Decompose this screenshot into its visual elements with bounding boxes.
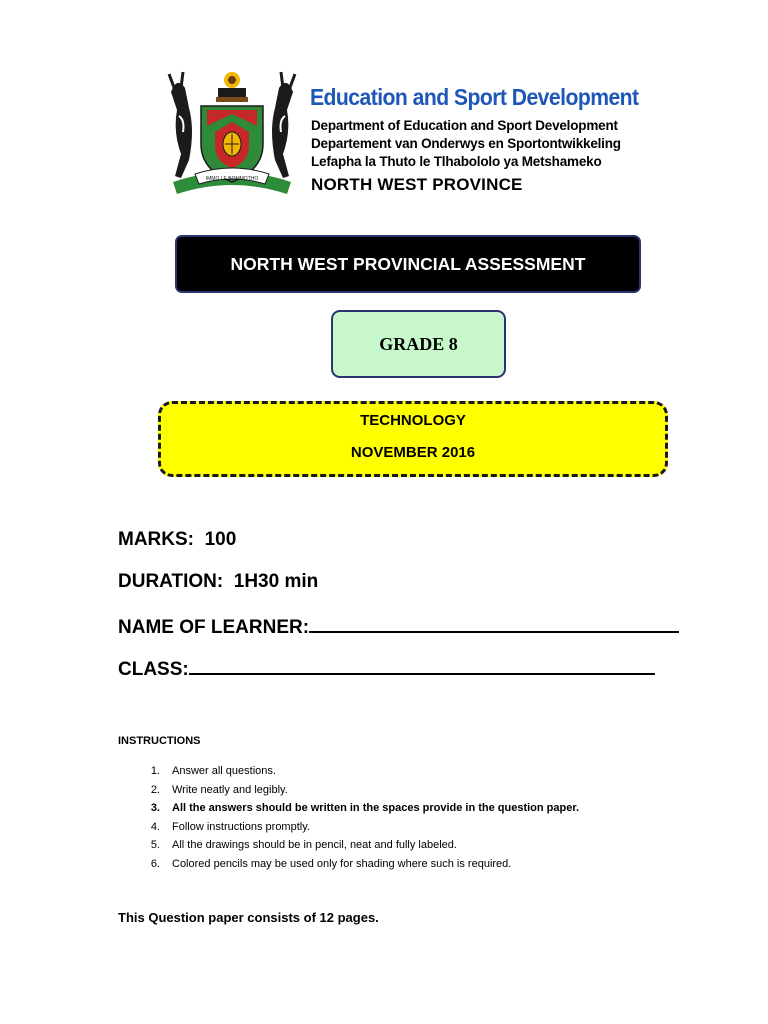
instruction-number: 3. bbox=[150, 802, 160, 815]
province-name: NORTH WEST PROVINCE bbox=[311, 175, 523, 194]
instruction-text: Answer all questions. bbox=[172, 765, 276, 777]
grade-label: GRADE 8 bbox=[379, 333, 458, 354]
assessment-title: NORTH WEST PROVINCIAL ASSESSMENT bbox=[230, 253, 586, 274]
instruction-number: 4. bbox=[150, 820, 160, 833]
class-row bbox=[118, 656, 655, 681]
instruction-number: 6. bbox=[150, 857, 160, 870]
page-count-note: This Question paper consists of 12 pages. bbox=[118, 910, 379, 925]
coat-of-arms-icon bbox=[163, 70, 301, 202]
instruction-item bbox=[118, 839, 579, 858]
marks-value: 100 bbox=[204, 529, 237, 550]
duration-label: DURATION: bbox=[118, 571, 224, 592]
grade-box bbox=[331, 310, 506, 378]
learner-name-field[interactable] bbox=[309, 614, 679, 633]
instruction-item bbox=[118, 802, 579, 821]
department-name-english: Department of Education and Sport Development bbox=[311, 118, 618, 133]
duration-row bbox=[118, 571, 318, 593]
instruction-text: All the answers should be written in the spaces provide in the question paper. bbox=[172, 802, 580, 815]
instruction-item bbox=[118, 765, 579, 784]
instruction-item bbox=[118, 821, 579, 840]
instruction-text: Write neatly and legibly. bbox=[172, 783, 288, 796]
instructions-list bbox=[118, 765, 579, 877]
subject-name: TECHNOLOGY bbox=[360, 412, 466, 429]
instruction-text: Follow instructions promptly. bbox=[172, 820, 310, 833]
class-label: CLASS: bbox=[118, 659, 189, 680]
instruction-item bbox=[118, 858, 579, 877]
subject-box bbox=[158, 401, 668, 477]
department-name-setswana: Lefapha la Thuto le Tlhabololo ya Metshameko bbox=[311, 154, 602, 169]
instruction-number: 1. bbox=[150, 765, 160, 777]
department-title: Education and Sport Development bbox=[310, 84, 639, 110]
instruction-text: All the drawings should be in pencil, neat and fully labeled. bbox=[172, 839, 457, 852]
instruction-number: 2. bbox=[150, 783, 160, 796]
class-field[interactable] bbox=[189, 656, 655, 675]
duration-value: 1H30 min bbox=[233, 571, 319, 592]
crest-motto: IMMO LE BOMMOTHO bbox=[205, 176, 259, 182]
instructions-heading: INSTRUCTIONS bbox=[118, 735, 201, 747]
learner-name-row bbox=[118, 614, 679, 639]
instruction-number: 5. bbox=[150, 839, 160, 852]
department-name-afrikaans: Departement van Onderwys en Sportontwikkeling bbox=[311, 136, 621, 151]
marks-row bbox=[118, 529, 236, 551]
exam-date: NOVEMBER 2016 bbox=[350, 444, 476, 461]
instruction-item bbox=[118, 784, 579, 803]
instruction-text: Colored pencils may be used only for shading where such is required. bbox=[172, 857, 512, 870]
learner-name-label: NAME OF LEARNER: bbox=[118, 617, 310, 638]
marks-label: MARKS: bbox=[118, 529, 194, 550]
assessment-banner bbox=[175, 235, 641, 293]
